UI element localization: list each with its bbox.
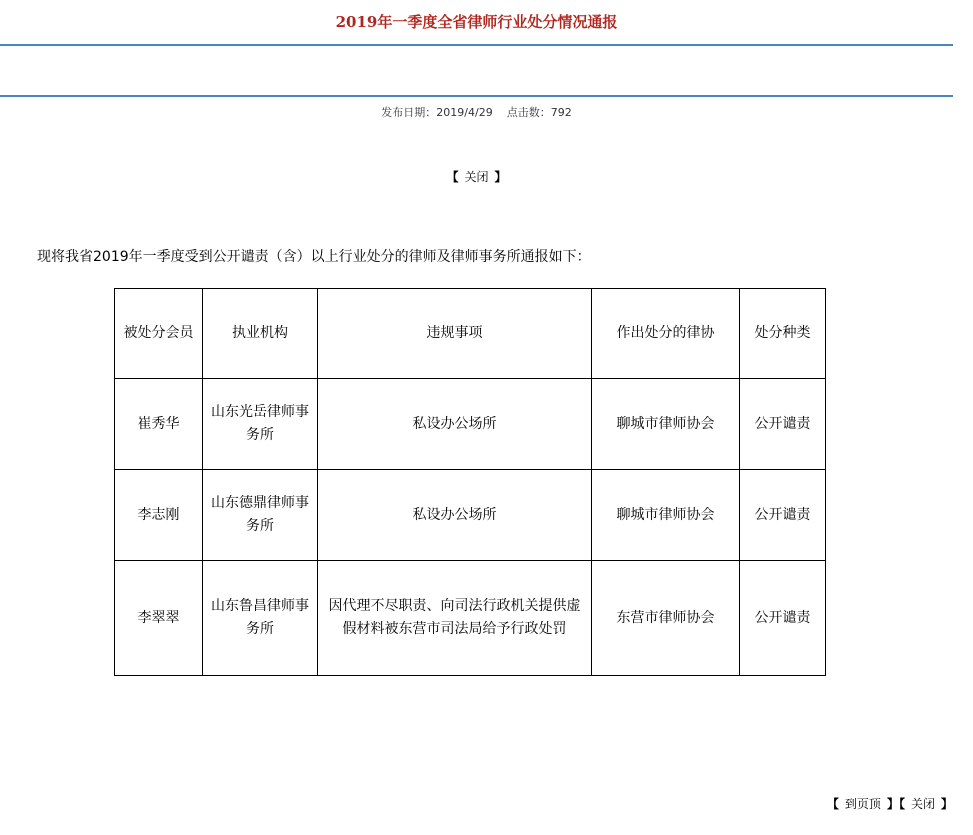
cell-violation: 私设办公场所 xyxy=(318,379,592,470)
bracket-close: 】 xyxy=(940,797,953,811)
cell-penalty: 公开谴责 xyxy=(740,470,826,561)
back-to-top-link[interactable]: 到页顶 xyxy=(844,797,881,811)
header-cell-firm: 执业机构 xyxy=(203,289,318,379)
cell-association: 聊城市律师协会 xyxy=(592,379,740,470)
header-cell-member: 被处分会员 xyxy=(115,289,203,379)
cell-member: 崔秀华 xyxy=(115,379,203,470)
publish-date-label: 发布日期： xyxy=(381,106,437,119)
close-label-top[interactable]: 关闭 xyxy=(464,170,489,184)
publish-date-value: 2019/4/29 xyxy=(436,106,493,119)
close-button-top[interactable] xyxy=(0,168,953,185)
cell-firm: 山东光岳律师事务所 xyxy=(203,379,318,470)
table-header-row xyxy=(115,289,826,379)
close-link-bottom[interactable]: 关闭 xyxy=(910,797,935,811)
discipline-table xyxy=(114,288,826,676)
publish-meta xyxy=(0,104,953,120)
bracket-open: 【 xyxy=(826,797,839,811)
bracket-close: 】 xyxy=(494,170,507,184)
cell-violation: 因代理不尽职责、向司法行政机关提供虚假材料被东营市司法局给予行政处罚 xyxy=(318,561,592,676)
cell-association: 东营市律师协会 xyxy=(592,561,740,676)
bracket-open: 【 xyxy=(898,797,905,811)
table-row xyxy=(115,561,826,676)
header-bottom-divider xyxy=(0,95,953,97)
click-count-value: 792 xyxy=(550,106,572,119)
click-count-label: 点击数： xyxy=(506,106,551,119)
cell-member: 李翠翠 xyxy=(115,561,203,676)
header-cell-violation: 违规事项 xyxy=(318,289,592,379)
table-row xyxy=(115,379,826,470)
cell-violation: 私设办公场所 xyxy=(318,470,592,561)
header-top-divider xyxy=(0,44,953,46)
table-row xyxy=(115,470,826,561)
cell-penalty: 公开谴责 xyxy=(740,561,826,676)
page-title: 2019年一季度全省律师行业处分情况通报 xyxy=(335,13,618,31)
footer-nav xyxy=(827,795,953,812)
cell-firm: 山东鲁昌律师事务所 xyxy=(203,561,318,676)
header-cell-penalty: 处分种类 xyxy=(740,289,826,379)
cell-penalty: 公开谴责 xyxy=(740,379,826,470)
bracket-close: 】 xyxy=(886,797,899,811)
cell-firm: 山东德鼎律师事务所 xyxy=(203,470,318,561)
bracket-open: 【 xyxy=(446,170,459,184)
cell-member: 李志刚 xyxy=(115,470,203,561)
header-cell-association: 作出处分的律协 xyxy=(592,289,740,379)
cell-association: 聊城市律师协会 xyxy=(592,470,740,561)
intro-paragraph: 现将我省2019年一季度受到公开谴责（含）以上行业处分的律师及律师事务所通报如下： xyxy=(37,249,591,265)
